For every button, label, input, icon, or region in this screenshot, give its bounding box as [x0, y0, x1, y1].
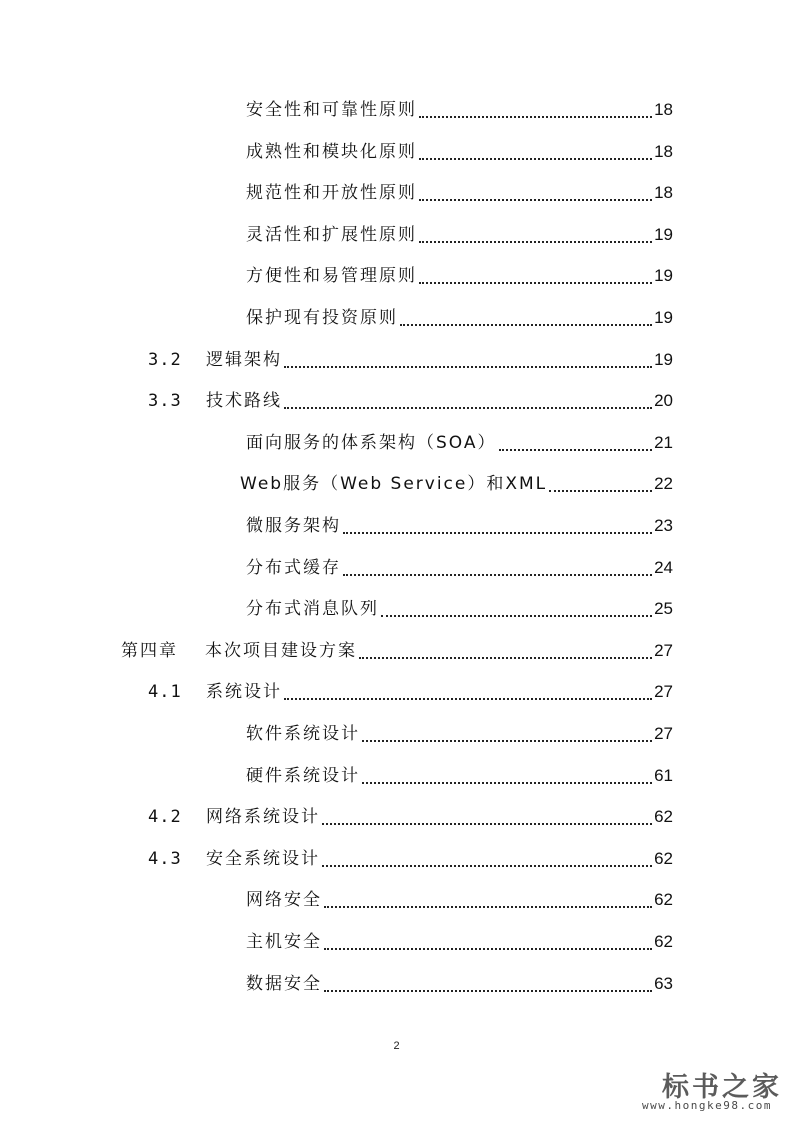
toc-entry-title: 主机安全: [246, 932, 322, 952]
toc-entry-title: 网络系统设计: [206, 807, 320, 828]
dot-leader: [419, 116, 652, 118]
toc-entry-title: 方便性和易管理原则: [246, 266, 417, 287]
dot-leader: [284, 407, 652, 409]
toc-entry-title: 系统设计: [206, 682, 282, 703]
toc-entry[interactable]: [246, 96, 673, 124]
toc-entry[interactable]: [246, 512, 673, 540]
toc-entry[interactable]: [240, 470, 673, 498]
toc-entry[interactable]: [246, 429, 673, 457]
dot-leader: [419, 282, 652, 284]
toc-entry-title: Web服务（Web Service）和XML: [240, 474, 548, 495]
toc-entry-number: 3.3: [148, 391, 182, 412]
toc-entry-number: 4.3: [148, 848, 182, 869]
toc-entry-page: 19: [654, 266, 673, 286]
toc-entry[interactable]: [148, 803, 673, 831]
watermark-logo: [642, 1065, 788, 1117]
dot-leader: [419, 241, 652, 243]
dot-leader: [322, 865, 652, 867]
toc-entry[interactable]: [246, 138, 673, 166]
watermark-name: 标书之家: [662, 1072, 782, 1103]
toc-entry-title: 网络安全: [246, 890, 322, 911]
toc-entry[interactable]: [246, 762, 673, 790]
dot-leader: [284, 366, 652, 368]
dot-leader: [381, 615, 652, 617]
dot-leader: [343, 574, 652, 576]
toc-entry-title: 硬件系统设计: [246, 765, 360, 786]
toc-entry-number: 4.2: [148, 807, 182, 828]
dot-leader: [322, 823, 652, 825]
toc-entry-title: 灵活性和扩展性原则: [246, 224, 417, 245]
toc-entry-title: 技术路线: [206, 391, 282, 412]
toc-entry-page: 62: [654, 848, 673, 868]
toc-entry-page: 22: [654, 474, 673, 494]
toc-entry[interactable]: [246, 262, 673, 290]
toc-entry-page: 21: [654, 432, 673, 452]
dot-leader: [362, 782, 652, 784]
toc-entry-page: 25: [654, 599, 673, 619]
toc-entry-page: 18: [654, 183, 673, 203]
toc-entry-title: 规范性和开放性原则: [246, 183, 417, 204]
toc-entry[interactable]: [148, 387, 673, 415]
toc-entry-page: 24: [654, 557, 673, 577]
dot-leader: [499, 449, 653, 451]
toc-entry-number: 第四章: [121, 640, 178, 661]
toc-entry-title: 微服务架构: [246, 516, 341, 536]
toc-entry-title: 分布式缓存: [246, 557, 341, 578]
dot-leader: [419, 158, 652, 160]
toc-entry-page: 19: [654, 224, 673, 244]
toc-entry-number: 3.2: [148, 349, 182, 370]
page-number: 2: [393, 1040, 400, 1052]
toc-entry-number: 4.1: [148, 682, 182, 703]
toc-entry[interactable]: [148, 346, 673, 374]
toc-entry-title: 本次项目建设方案: [205, 640, 357, 661]
toc-entry-page: 62: [654, 932, 673, 951]
dot-leader: [324, 948, 652, 950]
toc-entry-page: 18: [654, 100, 673, 119]
toc-entry[interactable]: [121, 637, 673, 665]
toc-entry-title: 数据安全: [246, 973, 322, 994]
toc-entry-page: 61: [654, 765, 673, 785]
toc-entry[interactable]: [246, 886, 673, 914]
toc-entry-title: 面向服务的体系架构（SOA）: [246, 432, 497, 453]
toc-entry[interactable]: [246, 720, 673, 748]
toc-entry-title: 保护现有投资原则: [246, 308, 398, 328]
toc-entry-page: 62: [654, 807, 673, 827]
toc-entry-title: 逻辑架构: [206, 349, 282, 370]
toc-entry[interactable]: [246, 304, 673, 332]
dot-leader: [359, 657, 652, 659]
dot-leader: [284, 698, 652, 700]
dot-leader: [324, 990, 652, 992]
watermark-url: www.hongke98.com: [642, 1099, 772, 1112]
dot-leader: [400, 324, 652, 326]
toc-entry[interactable]: [246, 554, 673, 582]
toc-entry-page: 18: [654, 141, 673, 161]
toc-entry[interactable]: [246, 595, 673, 623]
toc-entry-page: 27: [654, 640, 673, 660]
toc-entry-page: 27: [654, 724, 673, 743]
dot-leader: [343, 532, 652, 534]
toc-entry[interactable]: [246, 970, 673, 998]
toc-entry[interactable]: [246, 221, 673, 249]
toc-entry[interactable]: [246, 179, 673, 207]
dot-leader: [549, 490, 652, 492]
toc-entry-title: 安全性和可靠性原则: [246, 100, 417, 120]
toc-entry-page: 19: [654, 349, 673, 369]
toc-entry[interactable]: [148, 845, 673, 873]
toc-entry-page: 63: [654, 973, 673, 993]
toc-entry-page: 62: [654, 890, 673, 910]
dot-leader: [362, 740, 652, 742]
toc-entry-page: 19: [654, 308, 673, 327]
toc-entry-page: 20: [654, 391, 673, 411]
toc-entry-title: 成熟性和模块化原则: [246, 141, 417, 162]
toc-entry[interactable]: [246, 928, 673, 956]
toc-entry-title: 分布式消息队列: [246, 599, 379, 620]
toc-entry-title: 安全系统设计: [206, 848, 320, 869]
toc-entry-page: 23: [654, 516, 673, 535]
toc-entry[interactable]: [148, 678, 673, 706]
dot-leader: [324, 906, 652, 908]
toc-entry-page: 27: [654, 682, 673, 702]
toc-entry-title: 软件系统设计: [246, 724, 360, 744]
dot-leader: [419, 199, 652, 201]
